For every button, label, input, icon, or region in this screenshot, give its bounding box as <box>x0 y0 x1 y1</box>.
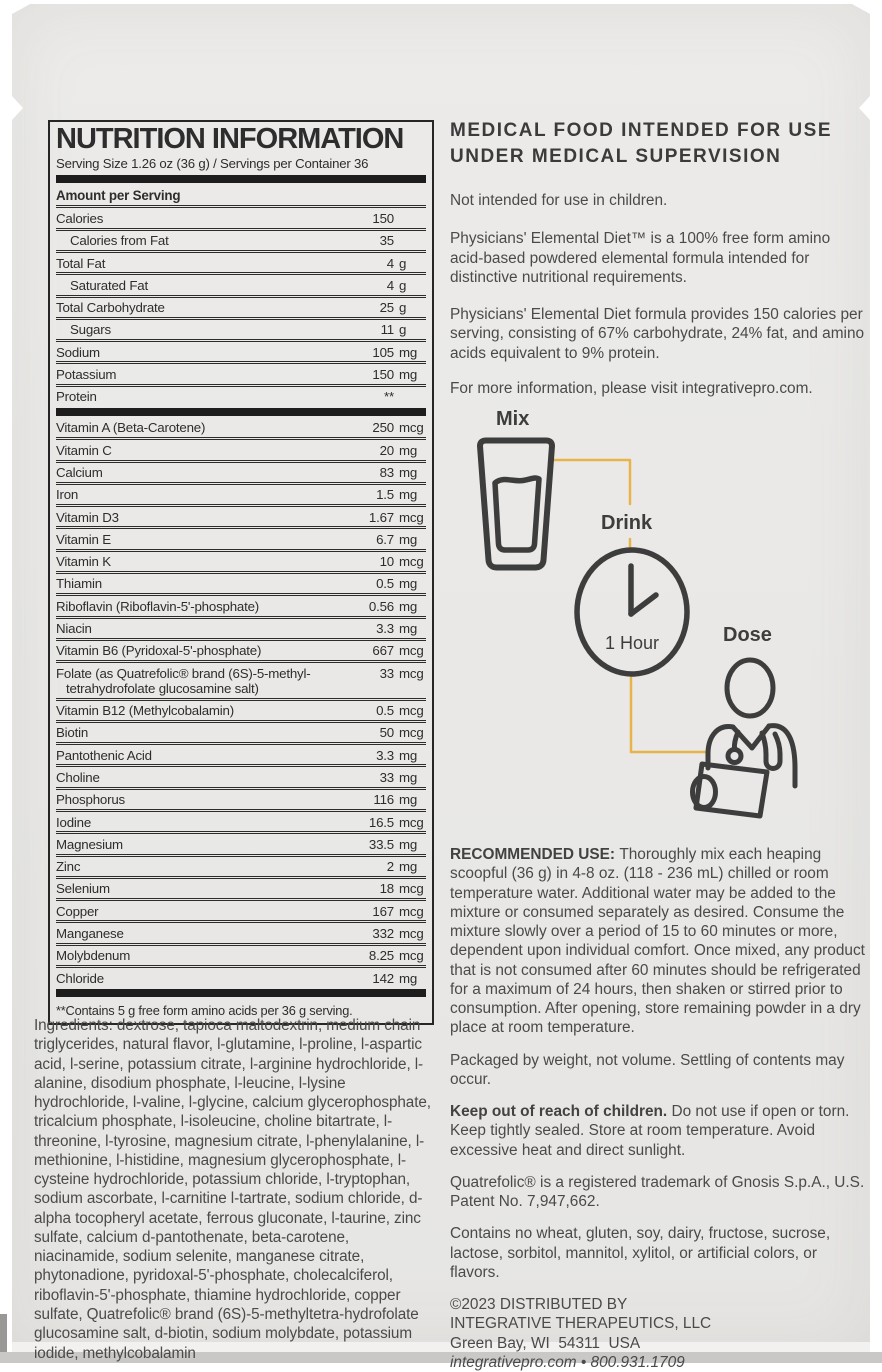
row-value: 150 <box>372 366 394 382</box>
row-value: 250 <box>372 420 394 436</box>
table-row <box>56 663 426 701</box>
row-unit: mcg <box>399 925 424 941</box>
amount-per-serving-header: Amount per Serving <box>56 185 426 208</box>
address-line-company: INTEGRATIVE THERAPEUTICS, LLC <box>450 1315 712 1333</box>
row-label: Calories from Fat <box>70 233 169 249</box>
row-value: 4 <box>386 277 394 293</box>
row-label: Zinc <box>56 859 81 875</box>
row-unit: mg <box>399 442 418 458</box>
row-value: 105 <box>372 344 394 360</box>
row-unit: g <box>399 277 407 293</box>
row-label: Pantothenic Acid <box>56 747 152 763</box>
row-value: 142 <box>372 970 394 986</box>
row-unit: mg <box>399 970 418 986</box>
table-row <box>56 507 426 529</box>
table-row <box>56 879 426 901</box>
row-label: Selenium <box>56 881 110 897</box>
usage-block <box>450 845 866 1372</box>
row-value: 20 <box>379 442 394 458</box>
row-label: Vitamin B12 (Methylcobalamin) <box>56 703 234 719</box>
row-label: Riboflavin (Riboflavin-5'-phosphate) <box>56 598 260 614</box>
table-row <box>56 596 426 618</box>
nutrition-main-rows <box>56 208 426 406</box>
row-label-line2: tetrahydrofolate glucosamine salt) <box>66 680 259 696</box>
table-row <box>56 364 426 386</box>
table-row <box>56 701 426 723</box>
row-value: 0.56 <box>368 598 394 614</box>
row-label: Vitamin E <box>56 531 111 547</box>
table-row <box>56 418 426 440</box>
row-unit: mcg <box>399 643 424 659</box>
row-label: Saturated Fat <box>70 277 148 293</box>
table-row <box>56 968 426 987</box>
table-row <box>56 923 426 945</box>
row-label: Biotin <box>56 725 89 741</box>
row-value: 0.5 <box>376 576 394 592</box>
calories-statement: Physicians' Elemental Diet formula provides 150 calories per serving, consisting of 67% carbohydrate, 24% fat, and amino acids equivalent to 9% protein. <box>450 305 865 362</box>
row-unit <box>399 389 426 404</box>
clock-icon <box>577 550 687 674</box>
row-value: 35 <box>379 233 394 249</box>
row-label: Vitamin K <box>56 554 111 570</box>
row-value: 25 <box>379 300 394 316</box>
row-value: 332 <box>372 925 394 941</box>
contains-no-paragraph: Contains no wheat, gluten, soy, dairy, fructose, sucrose, lactose, sorbitol, mannitol, xylitol, or artificial colors, or flavors. <box>450 1225 831 1281</box>
table-row <box>56 619 426 641</box>
row-value: 116 <box>373 792 394 808</box>
table-row <box>56 857 426 879</box>
row-unit: mcg <box>399 554 424 570</box>
row-unit: mg <box>399 465 418 481</box>
row-label: Vitamin C <box>56 442 112 458</box>
row-label: Iron <box>56 487 79 503</box>
table-row <box>56 253 426 275</box>
row-label: Vitamin D3 <box>56 509 119 525</box>
row-value: 0.5 <box>376 703 394 719</box>
row-label: Folate (as Quatrefolic® brand (6S)-5-methyl- tetrahydrofolate glucosamine salt) <box>56 666 380 697</box>
row-label: Total Fat <box>56 255 106 271</box>
row-unit: mg <box>399 344 418 360</box>
keep-away-paragraph <box>450 1102 866 1160</box>
row-value: 18 <box>379 881 394 897</box>
row-unit: mg <box>399 747 418 763</box>
table-row <box>56 529 426 551</box>
table-row <box>56 552 426 574</box>
row-label: Potassium <box>56 366 117 382</box>
packaged-paragraph: Packaged by weight, not volume. Settling of contents may occur. <box>450 1051 845 1088</box>
thick-divider <box>56 989 426 997</box>
row-unit: mcg <box>399 881 424 897</box>
row-unit: mcg <box>399 725 424 741</box>
row-unit: mcg <box>399 814 424 830</box>
table-row <box>56 790 426 812</box>
row-value: 2 <box>386 859 394 875</box>
children-statement: Not intended for use in children. <box>450 192 668 210</box>
table-row <box>56 901 426 923</box>
row-unit: mg <box>399 531 418 547</box>
row-unit <box>399 211 426 226</box>
row-label: Niacin <box>56 621 92 636</box>
row-label: Copper <box>56 903 99 919</box>
package-edge-shadow <box>0 1314 7 1352</box>
row-label: Manganese <box>56 925 124 941</box>
thick-divider <box>56 408 426 416</box>
row-label: Calories <box>56 210 104 226</box>
address-line-copyright: ©2023 DISTRIBUTED BY <box>450 1296 628 1313</box>
table-row <box>56 440 426 462</box>
formula-statement: Physicians' Elemental Diet™ is a 100% free form amino acid-based powdered elemental formula intended for distinctive nutritional requirements. <box>450 230 831 287</box>
row-value: 50 <box>379 725 394 741</box>
glass-icon <box>480 441 552 568</box>
row-value: 3.3 <box>376 621 394 636</box>
row-unit: g <box>399 300 407 316</box>
medical-heading: MEDICAL FOOD INTENDED FOR USE UNDER MEDICAL SUPERVISION <box>450 120 832 168</box>
recommended-use-body: Thoroughly mix each heaping scoopful (36 g) in 4-8 oz. (118 - 236 mL) chilled or room temperature water. Additional water may be added to the mixture or consumed separately as desired. Consume the mixture slowly over a period of 15 to 60 minutes or more, dependent upon individual comfort. Once mixed, any product that is not consumed after 60 minutes should be refrigerated for a maximum of 24 hours, then shaken or stirred prior to consumption. After opening, store remaining powder in a dry place at room temperature. <box>450 846 865 1037</box>
row-value: 33 <box>379 665 394 681</box>
table-footnote: **Contains 5 g free form amino acids per 36 g serving. <box>56 1003 353 1019</box>
table-row <box>56 387 426 406</box>
table-row <box>56 275 426 297</box>
row-unit: mcg <box>399 420 424 436</box>
table-row <box>56 745 426 767</box>
row-unit: mg <box>399 576 418 592</box>
row-unit: mg <box>399 621 418 636</box>
nutrition-panel <box>48 120 434 1025</box>
row-value: 667 <box>372 643 394 659</box>
table-row <box>56 723 426 745</box>
dose-label: Dose <box>723 624 772 646</box>
row-unit: mg <box>399 598 418 614</box>
row-value: 33 <box>379 769 394 785</box>
row-value: 33.5 <box>368 836 394 852</box>
recommended-use-paragraph <box>450 845 866 1038</box>
table-row <box>56 342 426 364</box>
row-unit: mg <box>399 366 418 382</box>
row-value: 4 <box>386 255 394 271</box>
table-row <box>56 641 426 663</box>
row-label: Vitamin A (Beta-Carotene) <box>56 420 206 436</box>
row-unit: mcg <box>399 703 424 719</box>
row-value: 10 <box>379 554 394 570</box>
row-label: Thiamin <box>56 576 102 592</box>
row-label: Molybdenum <box>56 948 131 964</box>
row-label: Protein <box>56 389 97 405</box>
row-label: Magnesium <box>56 836 123 852</box>
row-value: 167 <box>372 903 394 919</box>
thick-divider <box>56 175 426 183</box>
address-line-city: Green Bay, WI 54311 USA <box>450 1334 641 1352</box>
serving-size-line: Serving Size 1.26 oz (36 g) / Servings per Container 36 <box>56 156 369 172</box>
table-row <box>56 485 426 507</box>
mix-drink-dose-diagram <box>450 402 870 838</box>
medical-statements <box>450 118 866 399</box>
row-label: Iodine <box>56 814 92 830</box>
row-unit: mg <box>399 859 418 875</box>
table-row <box>56 298 426 320</box>
ingredients-text: Ingredients: dextrose, tapioca maltodextrin, medium chain triglycerides, natural flavor, l-glutamine, l-proline, l-aspartic acid, l-serine, potassium citrate, l-arginine hydrochloride, l-alanine, disodium phosphate, l-leucine, l-lysine hydrochloride, l-valine, l-glycine, calcium glycerophosphate, tricalcium phosphate, l-isoleucine, choline bitartrate, l-threonine, l-tyrosine, magnesium citrate, l-phenylalanine, l-methionine, l-histidine, magnesium glycerophosphate, l-cysteine hydrochloride, potassium chloride, l-tryptophan, sodium ascorbate, l-carnitine l-tartrate, sodium chloride, d-alpha tocopheryl acetate, ferrous gluconate, l-taurine, zinc sulfate, calcium d-pantothenate, beta-carotene, niacinamide, sodium selenite, manganese citrate, phytonadione, pyridoxal-5'-phosphate, cholecalciferol, riboflavin-5'-phosphate, thiamine hydrochloride, copper sulfate, Quatrefolic® brand (6S)-5-methyltetra-hydrofolate glucosamine salt, d-biotin, sodium molybdate, potassium iodide, methylcobalamin <box>34 1017 431 1362</box>
row-value: 16.5 <box>368 814 394 830</box>
row-label: Sugars <box>70 322 111 338</box>
drink-label: Drink <box>601 512 653 534</box>
row-label: Phosphorus <box>56 792 125 808</box>
row-unit: g <box>399 322 407 338</box>
row-unit: mg <box>399 769 418 785</box>
row-label: Sodium <box>56 344 100 360</box>
row-unit: mcg <box>399 509 424 525</box>
row-unit: mg <box>399 487 418 503</box>
row-label: Choline <box>56 769 100 785</box>
row-value: 1.5 <box>376 487 394 503</box>
row-value: 3.3 <box>376 747 394 763</box>
row-unit <box>399 233 426 248</box>
row-unit: mcg <box>399 948 424 964</box>
nutrition-micro-rows <box>56 418 426 987</box>
more-info-statement: For more information, please visit integrativepro.com. <box>450 380 813 398</box>
address-line-contact: integrativepro.com • 800.931.1709 <box>450 1353 685 1371</box>
table-row <box>56 767 426 789</box>
table-row <box>56 834 426 856</box>
keep-away-lead: Keep out of reach of children. <box>450 1103 672 1120</box>
nutrition-title: NUTRITION INFORMATION <box>56 123 404 155</box>
row-label: Total Carbohydrate <box>56 300 165 316</box>
table-row <box>56 320 426 342</box>
recommended-use-lead: RECOMMENDED USE: <box>450 846 620 863</box>
row-value: 11 <box>380 322 394 338</box>
table-row <box>56 231 426 253</box>
distributor-address-block <box>450 1295 866 1372</box>
doctor-icon <box>693 660 796 816</box>
keep-away-body: Do not use if open or torn. Keep tightly sealed. Store at room temperature. Avoid excessive heat and direct sunlight. <box>450 1103 850 1159</box>
table-row <box>56 463 426 485</box>
mix-label: Mix <box>496 408 530 430</box>
row-value: 6.7 <box>376 531 394 547</box>
table-row <box>56 208 426 230</box>
row-unit: mg <box>399 836 418 852</box>
row-value: 8.25 <box>368 948 394 964</box>
row-value: 1.67 <box>368 509 394 525</box>
table-row <box>56 812 426 834</box>
trademark-paragraph: Quatrefolic® is a registered trademark of Gnosis S.p.A., U.S. Patent No. 7,947,662. <box>450 1173 865 1210</box>
row-unit: g <box>399 255 407 271</box>
row-label: Vitamin B6 (Pyridoxal-5'-phosphate) <box>56 643 262 659</box>
row-value: ** <box>384 389 394 405</box>
table-row <box>56 574 426 596</box>
row-label: Chloride <box>56 970 104 986</box>
row-value: 150 <box>372 210 394 226</box>
row-unit: mg <box>399 792 418 808</box>
row-value: 83 <box>379 465 394 481</box>
clock-label: 1 Hour <box>604 633 660 653</box>
table-row <box>56 946 426 968</box>
row-unit: mcg <box>399 665 424 681</box>
row-label: Calcium <box>56 465 103 481</box>
row-unit: mcg <box>399 903 424 919</box>
